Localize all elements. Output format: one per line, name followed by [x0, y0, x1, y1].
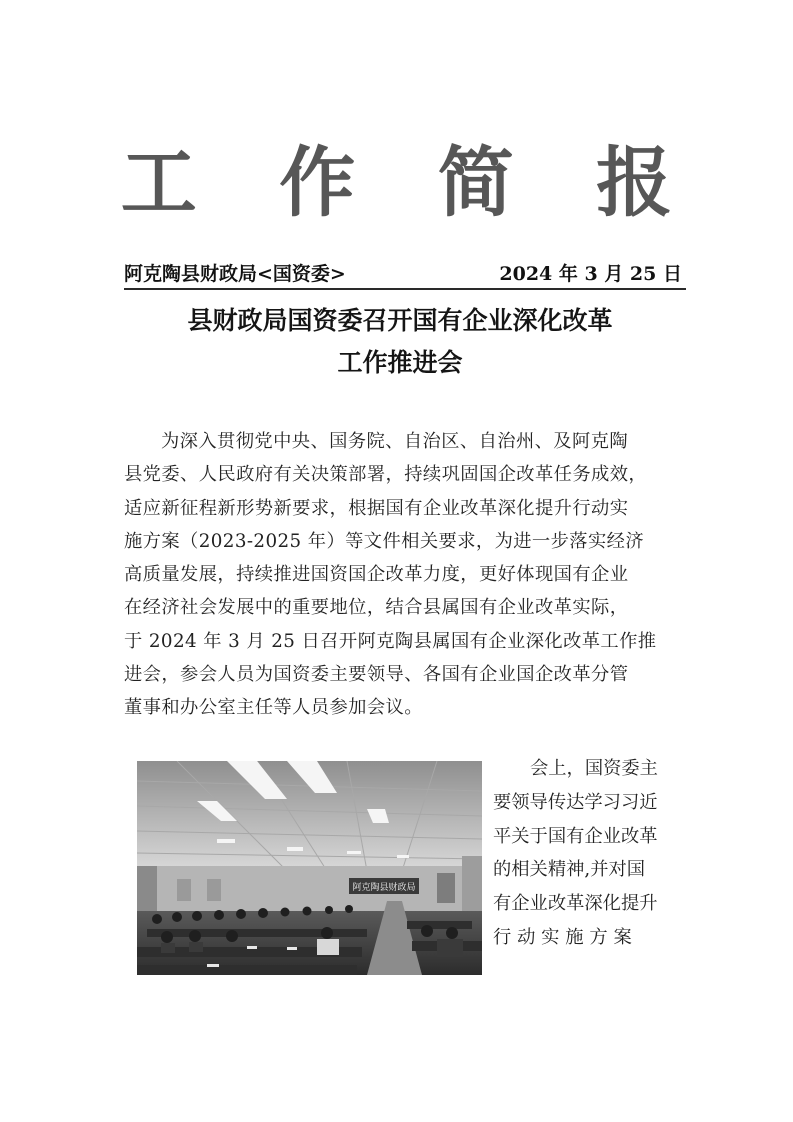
body-line: 高质量发展，持续推进国资国企改革力度，更好体现国有企业	[124, 564, 629, 586]
stage-banner: 阿克陶县财政局	[352, 883, 416, 893]
meeting-photo	[137, 761, 482, 975]
header-divider	[124, 288, 686, 290]
side-line: 的相关精神,并对国	[493, 859, 646, 881]
issuer-label: 阿克陶县财政局<国资委>	[124, 263, 346, 285]
body-line: 于 2024 年 3 月 25 日召开阿克陶县属国有企业深化改革工作推	[124, 630, 657, 652]
body-line: 进会，参会人员为国资委主要领导、各国有企业国企改革分管	[124, 664, 629, 686]
issue-date: 2024 年 3 月 25 日	[499, 263, 682, 285]
body-line: 在经济社会发展中的重要地位，结合县属国有企业改革实际，	[124, 597, 629, 619]
article-body	[124, 425, 694, 725]
body-line: 县党委、人民政府有关决策部署，持续巩固国企改革任务成效，	[124, 464, 648, 486]
body-line: 为深入贯彻党中央、国务院、自治区、自治州、及阿克陶	[161, 431, 629, 452]
side-line: 会上，国资委主	[530, 758, 658, 779]
side-column-text	[493, 752, 691, 955]
body-line: 适应新征程新形势新要求，根据国有企业改革深化提升行动实	[124, 497, 629, 519]
headline-line-1: 县财政局国资委召开国有企业深化改革	[187, 306, 613, 335]
headline-line-2: 工作推进会	[337, 348, 463, 377]
issuer-date-line	[124, 261, 684, 287]
article-headline	[100, 300, 700, 384]
side-line: 要领导传达学习习近	[493, 791, 658, 813]
side-line: 平关于国有企业改革	[493, 825, 658, 847]
side-line: 有企业改革深化提升	[493, 893, 658, 915]
body-line: 施方案（2023-2025 年）等文件相关要求，为进一步落实经济	[124, 530, 645, 552]
document-masthead: 工 作 简 报	[120, 138, 701, 227]
side-line: 行 动 实 施 方 案	[493, 926, 632, 948]
body-line: 董事和办公室主任等人员参加会议。	[124, 697, 423, 719]
